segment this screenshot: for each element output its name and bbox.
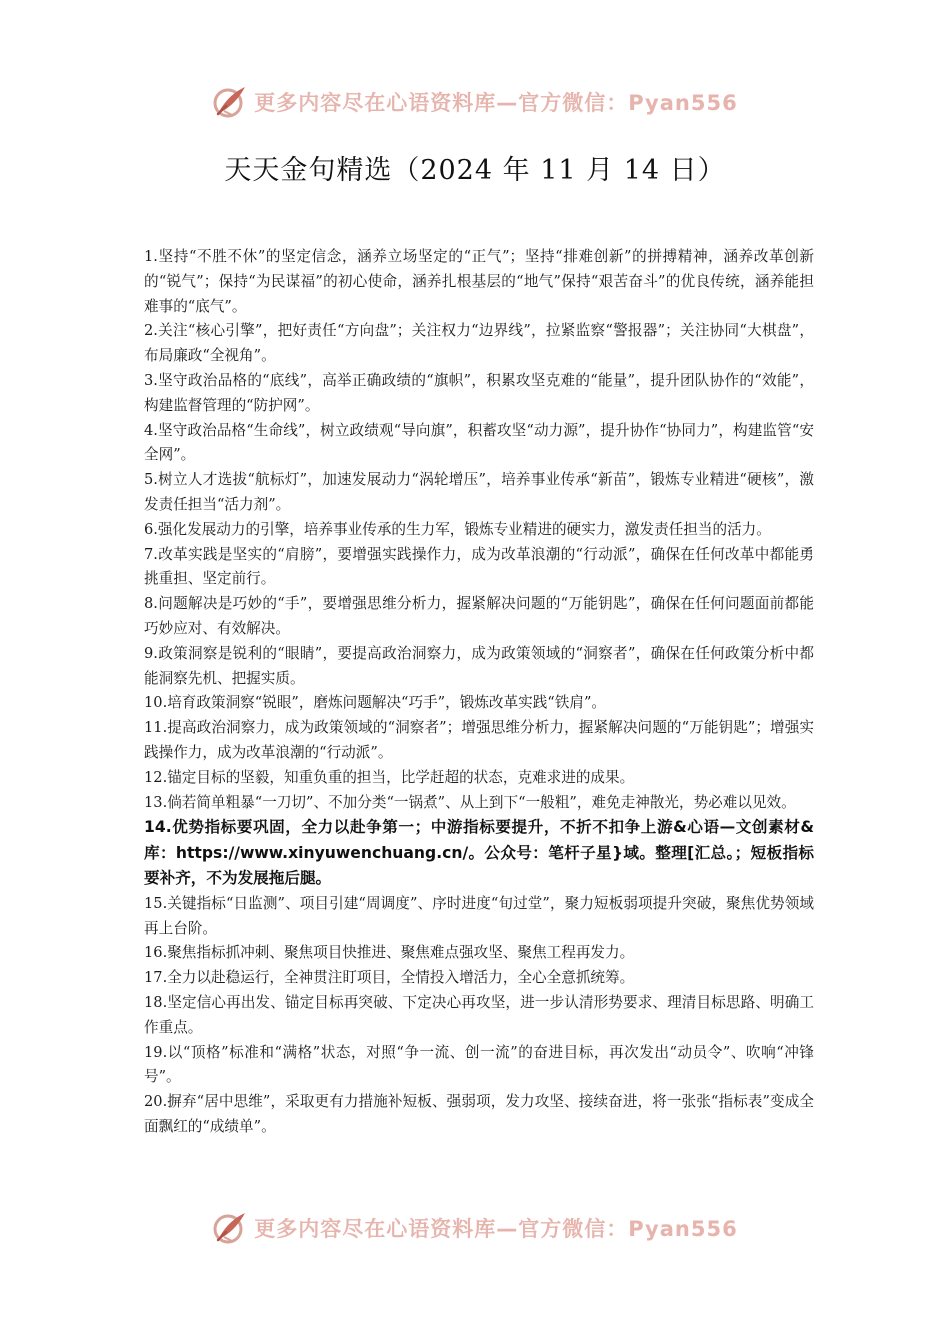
list-item: 19.以“顶格”标准和“满格”状态，对照“争一流、创一流”的奋进目标，再次发出“动员令”、吹响“冲锋号”。	[144, 1043, 814, 1086]
list-item: 11.提高政治洞察力，成为政策领域的“洞察者”；增强思维分析力，握紧解决问题的“万能钥匙”；增强实践操作力，成为改革浪潮的“行动派”。	[144, 719, 814, 761]
list-item: 5.树立人才选拔“航标灯”，加速发展动力“涡轮增压”，培养事业传承“新苗”，锻炼专业精进“硬核”，激发责任担当“活力剂”。	[144, 471, 814, 513]
list-item: 17.全力以赴稳运行，全神贯注盯项目，全情投入增活力，全心全意抓统筹。	[144, 969, 635, 987]
list-item: 1.坚持“不胜不休”的坚定信念，涵养立场坚定的“正气”；坚持“排难创新”的拼搏精神，涵养改革创新的“锐气”；保持“为民谋福”的初心使命，涵养扎根基层的“地气”保持“艰苦奋斗”的优良传统，涵养能担难事的“底气”。	[144, 248, 814, 315]
list-item: 18.坚定信心再出发、锚定目标再突破、下定决心再攻坚，进一步认清形势要求、理清目标思路、明确工作重点。	[144, 994, 814, 1036]
feather-pen-logo-icon	[212, 1210, 248, 1246]
list-item: 9.政策洞察是锐利的“眼睛”，要提高政治洞察力，成为政策领域的“洞察者”，确保在任何政策分析中都能洞察先机、把握实质。	[144, 644, 814, 687]
list-item: 16.聚焦指标抓冲刺、聚焦项目快推进、聚焦难点强攻坚、聚焦工程再发力。	[144, 944, 635, 962]
list-item: 6.强化发展动力的引擎，培养事业传承的生力军，锻炼专业精进的硬实力，激发责任担当的活力。	[144, 520, 771, 538]
list-item: 8.问题解决是巧妙的“手”，要增强思维分析力，握紧解决问题的“万能钥匙”，确保在任何问题面前都能巧妙应对、有效解决。	[144, 595, 814, 637]
footer-banner	[0, 1208, 950, 1248]
list-item: 2.关注“核心引擎”，把好责任“方向盘”；关注权力“边界线”，拉紧监察“警报器”；关注协同“大棋盘”，布局廉政“全视角”。	[144, 322, 814, 365]
footer-banner-text: 更多内容尽在心语资料库—官方微信：Pyan556	[254, 1217, 738, 1241]
header-banner-text: 更多内容尽在心语资料库—官方微信：Pyan556	[254, 91, 738, 115]
list-item: 4.坚守政治品格“生命线”，树立政绩观“导向旗”，积蓄攻坚“动力源”，提升协作“协同力”，构建监管“安全网”。	[144, 421, 814, 464]
list-item: 10.培育政策洞察“锐眼”，磨炼问题解决“巧手”，锻炼改革实践“铁肩”。	[144, 694, 607, 712]
header-banner	[0, 82, 950, 122]
list-item: 20.摒弃“居中思维”，采取更有力措施补短板、强弱项，发力攻坚、接续奋进，将一张张“指标表”变成全面飘红的“成绩单”。	[144, 1093, 814, 1135]
feather-pen-logo-icon	[212, 84, 248, 120]
list-item: 13.倘若简单粗暴“一刀切”、不加分类“一锅煮”、从上到下“一般粗”，难免走神散光，势必难以见效。	[144, 793, 796, 811]
list-item: 7.改革实践是坚实的“肩膀”，要增强实践操作力，成为改革浪潮的“行动派”，确保在任何改革中都能勇挑重担、坚定前行。	[144, 545, 814, 588]
list-item: 15.关键指标“日监测”、项目引建“周调度”、序时进度“旬过堂”，聚力短板弱项提升突破，聚焦优势领域再上台阶。	[144, 894, 814, 937]
list-item-highlighted: 14.优势指标要巩固，全力以赴争第一；中游指标要提升，不折不扣争上游&心语—文创素材&库：https://www.xinyuwenchuang.cn/。公众号：笔杆子星}域。整理[汇总。；短板指标要补齐，不为发展拖后腿。	[144, 818, 814, 888]
list-item: 3.坚守政治品格的“底线”，高举正确政绩的“旗帜”，积累攻坚克难的“能量”，提升团队协作的“效能”，构建监督管理的“防护网”。	[144, 371, 814, 414]
page-title: 天天金句精选（2024 年 11 月 14 日）	[224, 155, 726, 186]
list-item: 12.锚定目标的坚毅，知重负重的担当，比学赶超的状态，克难求进的成果。	[144, 768, 635, 786]
quote-list	[144, 245, 814, 1140]
